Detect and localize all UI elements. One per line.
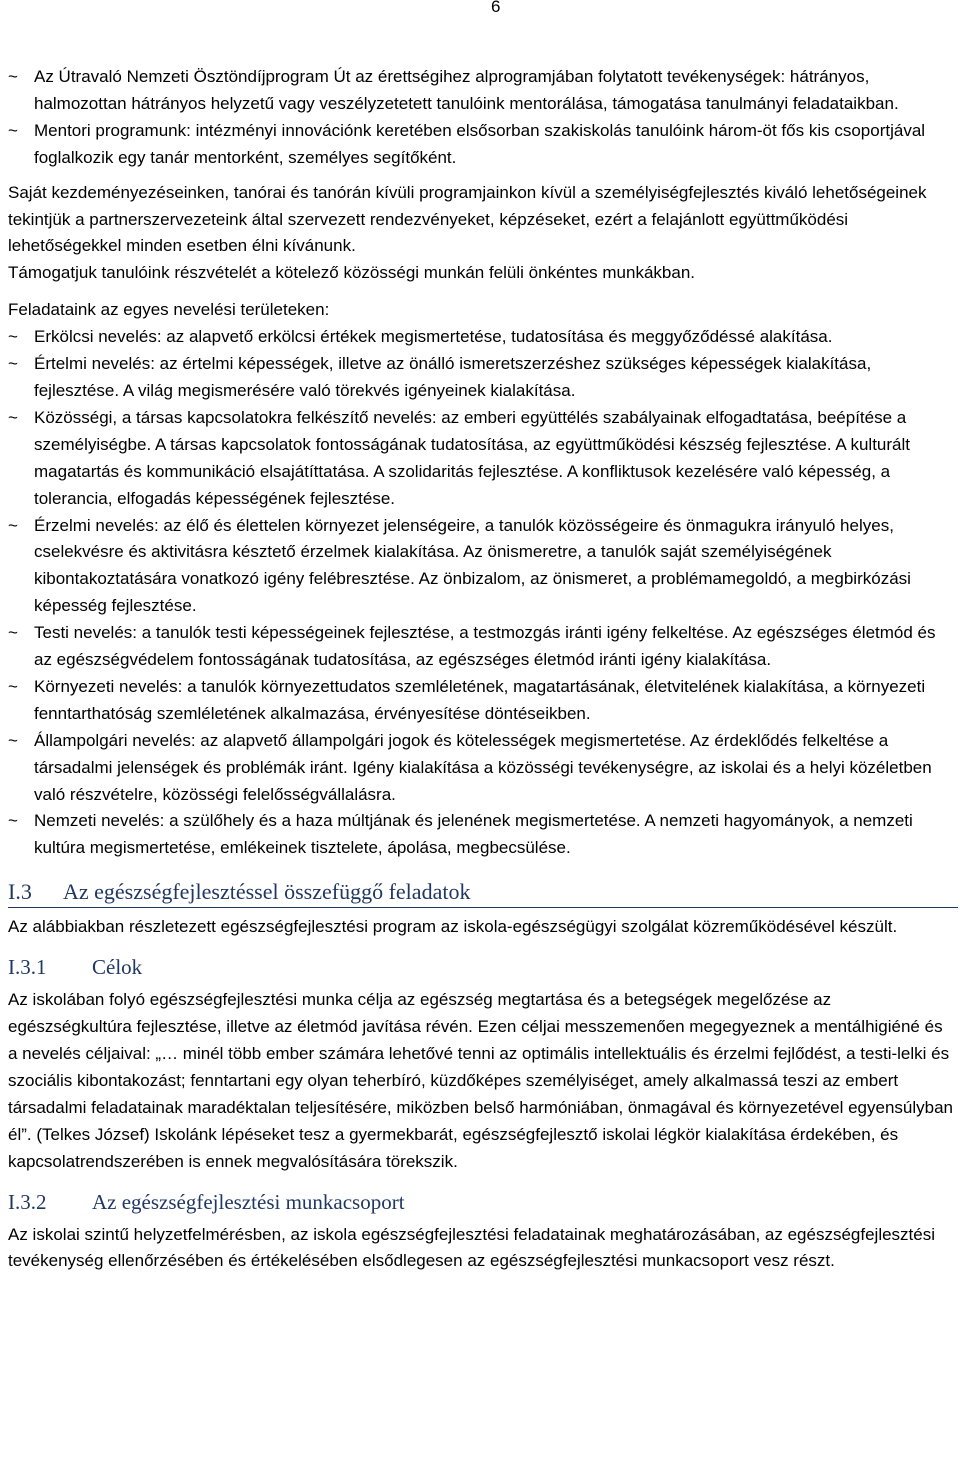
section-3-text: Az alábbiakban részletezett egészségfejlesztési program az iskola-egészségügyi szolgálat közreműködésével készült. [8,917,898,937]
list-item [8,620,954,674]
section-number: I.3 [8,879,32,905]
section-number: I.3.2 [8,1189,47,1214]
list-item-text: Értelmi nevelés: az értelmi képességek, illetve az önálló ismeretszerzéshez szükséges képességek kialakítása, fejlesztése. A világ megismerésére való törekvés igényeinek kialakítása. [34,354,872,400]
list-item-text: Érzelmi nevelés: az élő és élettelen környezet jelenségeire, a tanulók közösségeire és önmagukra irányuló helyes, cselekvésre és aktivitásra késztető érzelmek kialakítása. Az önismeretre, a tanulók saját személyiségének kibontakoztatására vonatkozó igény felébresztése. Az önbizalom, az önismeret, a problémamegoldó, a megbirkózási képesség fejlesztése. [34,515,911,616]
list-item-text: Állampolgári nevelés: az alapvető állampolgári jogok és kötelességek megismertetése. Az érdeklődés felkeltése a társadalmi jelenségek és problémák iránt. Igény kialakítása a közösségi tevékenységre, az iskolai és a helyi közéletben való részvételre, közösségi felelősségvállalásra. [34,730,932,804]
tilde-bullet-icon: ~ [8,676,18,696]
list-item [8,118,954,172]
list-item-text: Környezeti nevelés: a tanulók környezettudatos szemléletének, magatartásának, életvitelének kialakítása, a környezeti fenntarthatóság szemléletének alkalmazása, érvényesítése döntéseikben. [34,676,926,723]
section-number: I.3.1 [8,955,47,980]
section-heading-3 [8,878,958,908]
tilde-bullet-icon: ~ [8,811,18,831]
tilde-bullet-icon: ~ [8,407,18,427]
paragraph-initiatives: Saját kezdeményezéseinken, tanórai és tanórán kívüli programjainkon kívül a személyiségfejlesztés kiváló lehetőségeinek tekintjük a partnerszervezeteink által szervezett rendezvényeket, képzéseket, ezért a felajánlott együttműködési lehetőségekkel minden esetben élni kívánunk. [8,182,927,256]
tasks-list [8,324,954,862]
list-item [8,351,954,405]
section-title: Az egészségfejlesztési munkacsoport [92,1189,405,1214]
list-item-text: Mentori programunk: intézményi innovációnk keretében elsősorban szakiskolás tanulóink három-öt fős kis csoportjával foglalkozik egy tanár mentorként, személyes segítőként. [34,120,926,167]
tilde-bullet-icon: ~ [8,730,18,750]
list-item [8,405,954,513]
list-item [8,728,954,809]
tilde-bullet-icon: ~ [8,67,18,86]
tilde-bullet-icon: ~ [8,120,18,140]
section-3-1-text: Az iskolában folyó egészségfejlesztési munka célja az egészség megtartása és a betegségek megelőzése az egészségkultúra fejlesztése, illetve az életmód javítása révén. Ezen céljai messzemenően megegyeznek a mentálhigiéné és a nevelés céljaival: „… minél több ember számára lehetővé tenni az optimális intellektuális és érzelmi fejlődést, a testi-lelki és szociális kibontakozást; fenntartani egy olyan teherbíró, küzdőképes személyiséget, amely alkalmassá teszi az embert társadalmi feladatainak maradéktalan teljesítésére, miközben belső harmóniában, önmagával és környezetével egyensúlyban él”. (Telkes József) Iskolánk lépéseket tesz a gyermekbarát, egészségfejlesztő iskolai légkör kialakítása érdekében, és kapcsolatrendszerében is ennek megvalósítására törekszik. [8,990,953,1171]
list-item-text: Erkölcsi nevelés: az alapvető erkölcsi értékek megismertetése, tudatosítása és meggyőződéssé alakítása. [34,327,833,347]
list-item-text: Az Útravaló Nemzeti Ösztöndíjprogram Út az érettségihez alprogramjában folytatott tevékenységek: hátrányos, halmozottan hátrányos helyzetű vagy veszélyzetetett tanulóink mentorálása, támogatása tanulmányi feladataikban. [34,67,899,113]
page-content [8,64,954,1275]
list-item [8,513,954,621]
tilde-bullet-icon: ~ [8,515,18,535]
list-item-text: Nemzeti nevelés: a szülőhely és a haza múltjának és jelenének megismertetése. A nemzeti hagyományok, a nemzeti kultúra megismertetése, emlékeinek tisztelete, ápolása, megbecsülése. [34,811,913,858]
section-title: Az egészségfejlesztéssel összefüggő feladatok [63,879,471,905]
list-item [8,674,954,728]
section-title: Célok [92,955,143,980]
tasks-intro: Feladataink az egyes nevelési területeken: [8,300,330,320]
list-item-text: Testi nevelés: a tanulók testi képességeinek fejlesztése, a testmozgás iránti igény felkeltése. Az egészséges életmód és az egészségvédelem fontosságának tudatosítása, az egészséges életmód iránti igény kialakítása. [34,623,936,670]
tilde-bullet-icon: ~ [8,354,18,374]
page-number: 6 [491,0,501,16]
intro-list [8,64,954,172]
paragraph-volunteer: Támogatjuk tanulóink részvételét a kötelező közösségi munkán felüli önkéntes munkákban. [8,263,695,283]
list-item [8,324,954,351]
list-item-text: Közösségi, a társas kapcsolatokra felkészítő nevelés: az emberi együttélés szabályainak elfogadtatása, beépítése a személyiségbe. A társas kapcsolatok fontosságának tudatosítása, az együttműködési készség fejlesztése. A kulturált magatartás és kommunikáció elsajátíttatása. A szolidaritás fejlesztése. A konfliktusok kezelésére való képesség, a tolerancia, elfogadás képességének fejlesztése. [34,407,910,508]
section-heading-3-1 [8,953,954,981]
tilde-bullet-icon: ~ [8,327,18,347]
list-item [8,808,954,862]
section-heading-3-2 [8,1188,954,1216]
section-3-2-text: Az iskolai szintű helyzetfelmérésben, az iskola egészségfejlesztési feladatainak meghatározásában, az egészségfejlesztési tevékenység ellenőrzésében és értékelésében elsődlegesen az egészségfejlesztési munkacsoport vesz részt. [8,1224,936,1271]
tilde-bullet-icon: ~ [8,623,18,643]
list-item [8,64,954,118]
